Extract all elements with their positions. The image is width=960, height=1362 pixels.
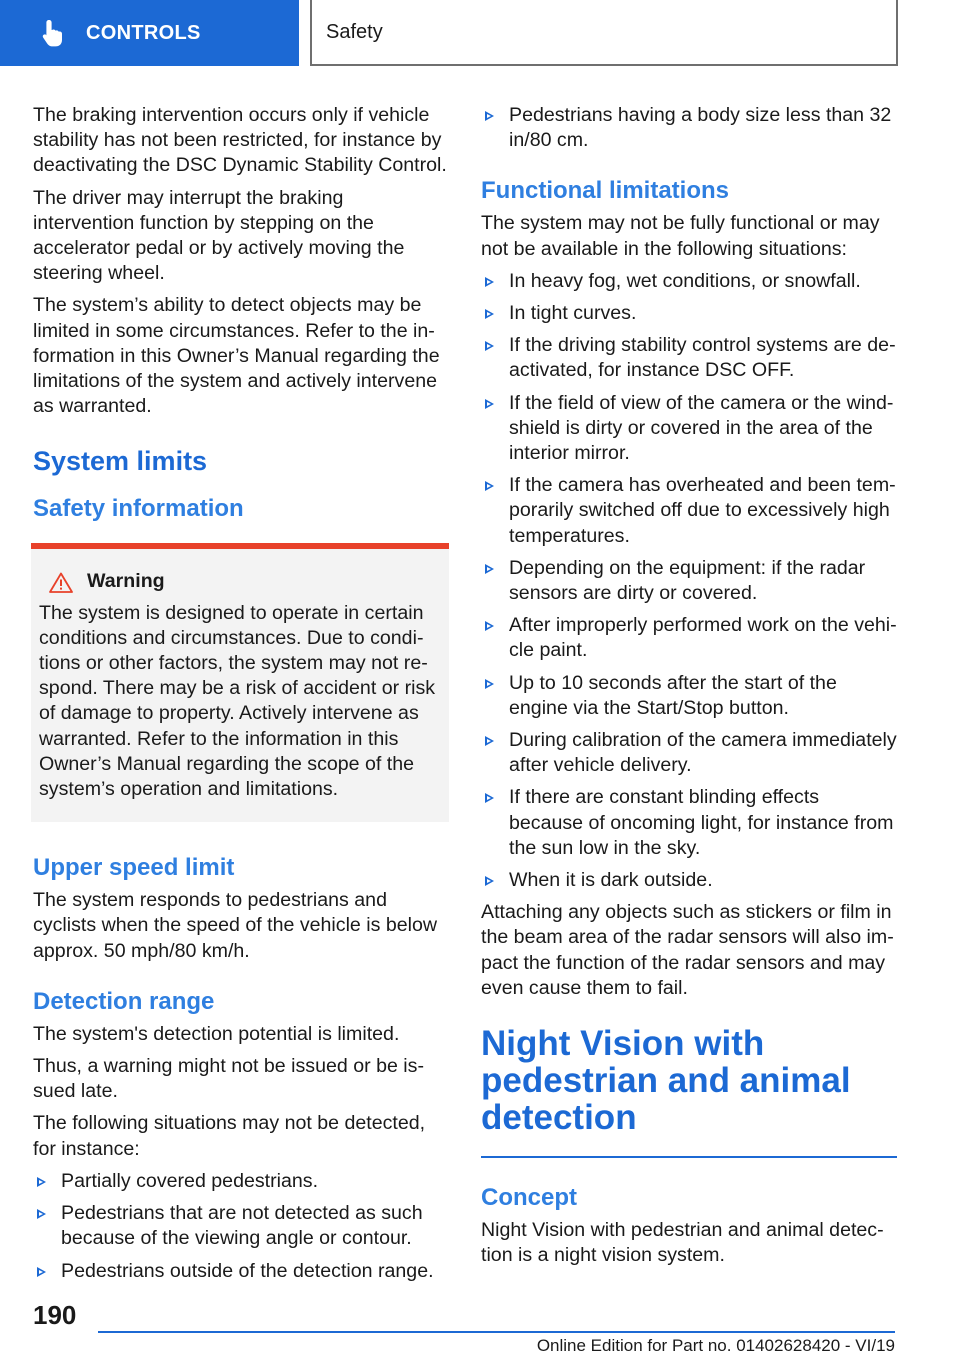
left-column bbox=[33, 103, 449, 1291]
list-item: Pedestrians outside of the detection range. bbox=[33, 1259, 449, 1284]
list-item: Pedestrians having a body size less than 32 in/80 cm. bbox=[481, 103, 897, 153]
warning-header bbox=[39, 569, 441, 594]
paragraph: Attaching any objects such as stickers or film in the beam area of the radar sensors will also impact the function of the radar sensors and may even cause them to fail. bbox=[481, 901, 894, 999]
paragraph: The system's detection potential is limited. bbox=[33, 1022, 400, 1045]
list-item: When it is dark outside. bbox=[481, 868, 897, 893]
heading-detection-range: Detection range bbox=[33, 987, 215, 1015]
list-item: If the driving stability control systems are deactivated, for instance DSC OFF. bbox=[481, 333, 897, 383]
section-title: Safety bbox=[326, 20, 383, 43]
heading-upper-speed-limit: Upper speed limit bbox=[33, 854, 235, 882]
list-item: If there are constant blinding effects because of oncoming light, for instance from the sun low in the sky. bbox=[481, 785, 897, 861]
list-item: Pedestrians that are not detected as such because of the viewing angle or contour. bbox=[33, 1201, 449, 1251]
list-item: In tight curves. bbox=[481, 301, 897, 326]
tab-label: CONTROLS bbox=[86, 21, 201, 44]
paragraph: Thus, a warning might not be issued or be issued late. bbox=[33, 1055, 424, 1103]
list-item: If the field of view of the camera or the windshield is dirty or covered in the area of the interior mirror. bbox=[481, 391, 897, 467]
warning-triangle-icon bbox=[49, 572, 73, 593]
detection-list bbox=[33, 1169, 449, 1284]
heading-divider bbox=[481, 1156, 897, 1158]
page-header bbox=[0, 0, 960, 66]
hand-pointer-icon bbox=[40, 18, 66, 48]
detection-list-continued bbox=[481, 103, 897, 153]
paragraph: The driver may interrupt the braking intervention function by stepping on the accelerator pedal or by actively moving the steering wheel. bbox=[33, 186, 405, 285]
list-item: If the camera has overheated and been temporarily switched off due to excessively high temperatures. bbox=[481, 473, 897, 549]
list-item: Partially covered pedestrians. bbox=[33, 1169, 449, 1194]
paragraph: Night Vision with pedestrian and animal detection is a night vision system. bbox=[481, 1219, 884, 1267]
paragraph: The following situations may not be detected, for instance: bbox=[33, 1112, 426, 1160]
heading-safety-information: Safety information bbox=[33, 495, 244, 523]
warning-title: Warning bbox=[87, 570, 165, 593]
list-item: After improperly performed work on the vehicle paint. bbox=[481, 613, 897, 663]
right-column bbox=[481, 103, 897, 1276]
paragraph: The system responds to pedestrians and cyclists when the speed of the vehicle is below approx. 50 mph/80 km/h. bbox=[33, 889, 438, 962]
list-item: During calibration of the camera immediately after vehicle delivery. bbox=[481, 728, 897, 778]
paragraph: The braking intervention occurs only if vehicle stability has not been restricted, for instance by deactivating the DSC Dynamic Stability Control. bbox=[33, 104, 447, 177]
heading-system-limits: System limits bbox=[33, 446, 208, 477]
page-number: 190 bbox=[33, 1300, 77, 1330]
list-item: Up to 10 seconds after the start of the engine via the Start/Stop button. bbox=[481, 671, 897, 721]
heading-night-vision: Night Vision with pedestrian and animal detection bbox=[481, 1024, 851, 1138]
heading-concept: Concept bbox=[481, 1184, 577, 1212]
paragraph: The system may not be fully functional or may not be available in the following situations: bbox=[481, 212, 880, 260]
footer-edition: Online Edition for Part no. 01402628420 - VI/19 bbox=[536, 1336, 895, 1355]
tab-controls[interactable] bbox=[0, 0, 299, 66]
paragraph: The system’s ability to detect objects may be limited in some circumstances. Refer to the information in this Owner’s Manual regarding the limitations of the system and actively intervene as warranted. bbox=[33, 294, 440, 418]
footer-divider bbox=[98, 1331, 895, 1333]
functional-limitations-list bbox=[481, 269, 897, 893]
warning-box bbox=[31, 543, 449, 822]
list-item: Depending on the equipment: if the radar sensors are dirty or covered. bbox=[481, 556, 897, 606]
section-title-box bbox=[310, 0, 898, 66]
list-item: In heavy fog, wet conditions, or snowfall. bbox=[481, 269, 897, 294]
warning-text: The system is designed to operate in certain conditions and circumstances. Due to conditions or other factors, the system may not respond. There may be a risk of accident or risk of damage to property. Actively intervene as warranted. Refer to the information in this Owner’s Manual regarding the scope of the system’s operation and limitations. bbox=[39, 601, 436, 801]
heading-functional-limitations: Functional limitations bbox=[481, 177, 730, 205]
